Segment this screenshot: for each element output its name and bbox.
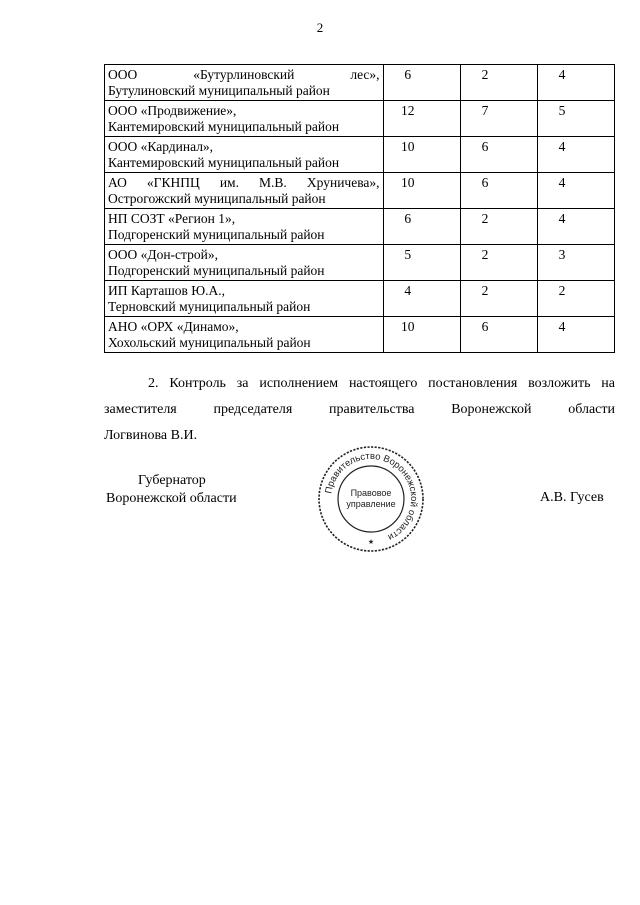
organization-district: Подгоренский муниципальный район [108, 227, 325, 242]
table-row [105, 209, 615, 245]
organization-cell [105, 173, 384, 209]
organization-cell [105, 281, 384, 317]
organization-name: АО «ГКНПЦ им. М.В. Хруничева», [108, 175, 380, 190]
value-cell [537, 101, 614, 137]
value-text: 2 [481, 283, 489, 298]
organization-cell [105, 245, 384, 281]
value-cell [461, 65, 538, 101]
governor-label: Губернатор [138, 473, 206, 488]
value-text: 3 [558, 247, 566, 262]
value-text: 6 [481, 175, 489, 190]
value-cell [461, 245, 538, 281]
value-cell [383, 101, 460, 137]
value-text: 2 [481, 247, 489, 262]
organization-district: Хохольский муниципальный район [108, 335, 311, 350]
value-text: 4 [404, 283, 412, 298]
page-number: 2 [316, 20, 324, 35]
organization-district: Кантемировский муниципальный район [108, 155, 340, 170]
value-cell [383, 65, 460, 101]
value-cell [461, 317, 538, 353]
seal-ring-text: Правительство Воронежской области [323, 450, 420, 543]
value-cell [383, 317, 460, 353]
value-cell [383, 173, 460, 209]
organization-district: Кантемировский муниципальный район [108, 119, 340, 134]
value-text: 6 [404, 211, 412, 226]
value-text: 12 [401, 103, 415, 118]
paragraph-line: Логвинова В.И. [104, 428, 198, 443]
value-text: 2 [558, 283, 566, 298]
control-paragraph [104, 371, 615, 449]
region-label: Воронежской области [106, 491, 237, 506]
table-row [105, 137, 615, 173]
value-text: 5 [558, 103, 566, 118]
value-cell [383, 137, 460, 173]
organization-cell [105, 65, 384, 101]
table-row [105, 317, 615, 353]
table-body [105, 65, 615, 353]
value-cell [383, 281, 460, 317]
value-text: 2 [481, 67, 489, 82]
organization-district: Острогожский муниципальный район [108, 191, 326, 206]
value-cell [461, 209, 538, 245]
organization-cell [105, 209, 384, 245]
value-text: 10 [401, 319, 415, 334]
seal-center-line: управление [346, 499, 396, 509]
value-cell [383, 245, 460, 281]
value-text: 10 [401, 175, 415, 190]
value-text: 5 [404, 247, 412, 262]
organization-cell [105, 137, 384, 173]
paragraph-line: 2. Контроль за исполнением настоящего постановления возложить на [148, 376, 615, 391]
organization-name: ИП Карташов Ю.А., [108, 283, 225, 298]
organization-name: АНО «ОРХ «Динамо», [108, 319, 239, 334]
value-text: 4 [558, 139, 566, 154]
organization-district: Терновский муниципальный район [108, 299, 311, 314]
signatory-title [106, 472, 237, 508]
value-text: 6 [481, 139, 489, 154]
value-cell [383, 209, 460, 245]
value-cell [537, 65, 614, 101]
value-text: 4 [558, 175, 566, 190]
seal-center-line: Правовое [350, 488, 392, 498]
organizations-table [104, 64, 615, 353]
official-seal-stamp [316, 444, 426, 554]
value-text: 4 [558, 67, 566, 82]
value-text: 4 [558, 319, 566, 334]
organization-name: ООО «Дон-строй», [108, 247, 218, 262]
table-row [105, 65, 615, 101]
value-cell [461, 173, 538, 209]
organization-cell [105, 101, 384, 137]
seal-star-icon: ★ [367, 538, 375, 546]
signer-name: А.В. Гусев [540, 490, 604, 505]
value-cell [461, 101, 538, 137]
table-row [105, 281, 615, 317]
organization-district: Подгоренский муниципальный район [108, 263, 325, 278]
value-text: 2 [481, 211, 489, 226]
value-cell [461, 281, 538, 317]
organization-name: ООО «Кардинал», [108, 139, 214, 154]
organization-district: Бутулиновский муниципальный район [108, 83, 330, 98]
value-cell [537, 317, 614, 353]
paragraph-line: заместителя председателя правительства Воронежской области [104, 402, 615, 417]
value-cell [537, 281, 614, 317]
organization-name: ООО «Продвижение», [108, 103, 237, 118]
value-text: 4 [558, 211, 566, 226]
value-text: 10 [401, 139, 415, 154]
table-row [105, 101, 615, 137]
organization-name: НП СОЗТ «Регион 1», [108, 211, 236, 226]
value-cell [537, 173, 614, 209]
value-cell [537, 137, 614, 173]
value-text: 6 [481, 319, 489, 334]
value-text: 7 [481, 103, 489, 118]
table-row [105, 173, 615, 209]
value-cell [461, 137, 538, 173]
organization-name: ООО «Бутурлиновский лес», [108, 67, 380, 82]
organization-cell [105, 317, 384, 353]
value-text: 6 [404, 67, 412, 82]
value-cell [537, 209, 614, 245]
table-row [105, 245, 615, 281]
value-cell [537, 245, 614, 281]
